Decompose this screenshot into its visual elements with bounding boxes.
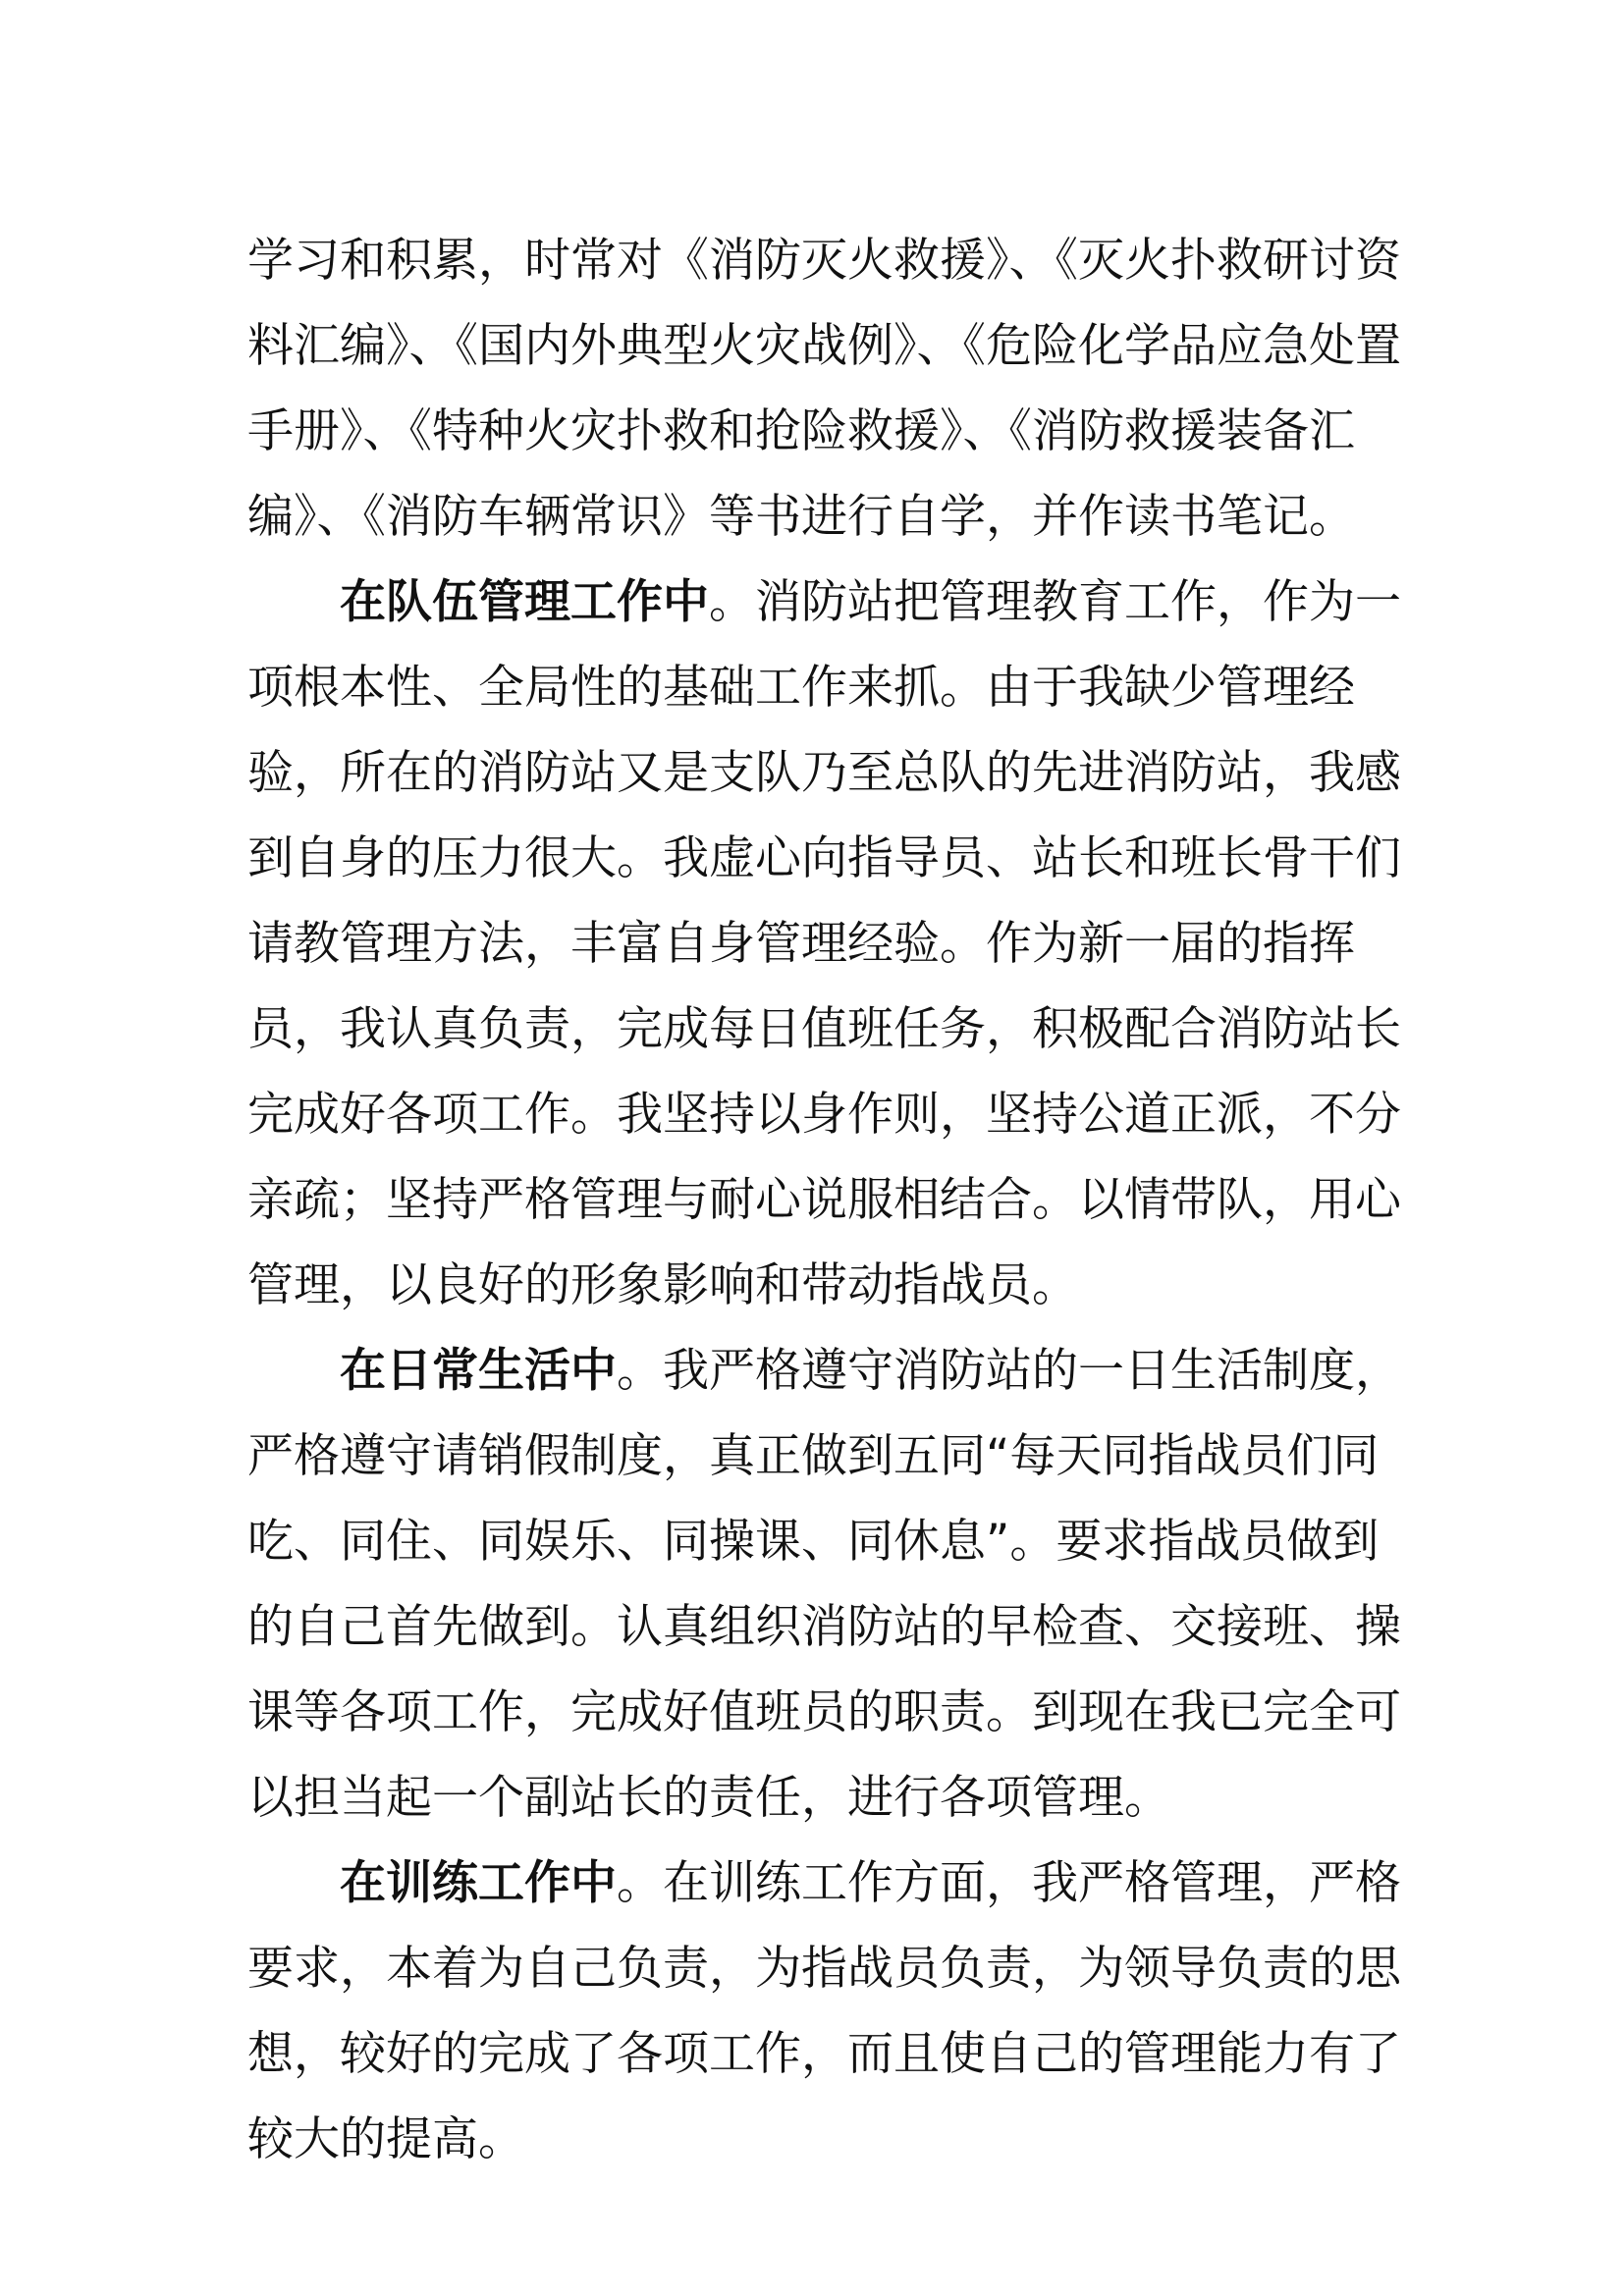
paragraph-training-text: 。在训练工作方面，我严格管理，严格要求，本着为自己负责，为指战员负责，为领导负责的思想，较好的完成了各项工作，而且使自己的管理能力有了较大的提高。 — [247, 1856, 1401, 2166]
paragraph-daily-life — [247, 1328, 1406, 1841]
paragraph-team-management-text: 。消防站把管理教育工作，作为一项根本性、全局性的基础工作来抓。由于我缺少管理经验，所在的消防站又是支队乃至总队的先进消防站，我感到自身的压力很大。我虚心向指导员、站长和班长骨干们请教管理方法，丰富自身管理经验。作为新一届的指挥员，我认真负责，完成每日值班任务，积极配合消防站长完成好各项工作。我坚持以身作则，坚持公道正派，不分亲疏；坚持严格管理与耐心说服相结合。以情带队，用心管理，以良好的形象影响和带动指战员。 — [247, 575, 1401, 1312]
paragraph-training — [247, 1841, 1406, 2182]
paragraph-daily-life-heading: 在日常生活中 — [340, 1344, 617, 1398]
paragraph-study-text: 学习和积累，时常对《消防灭火救援》、《灭火扑救研讨资料汇编》、《国内外典型火灾战例》、《危险化学品应急处置手册》、《特种火灾扑救和抢险救援》、《消防救援装备汇编》、《消防车辆常识》等书进行自学，并作读书笔记。 — [247, 234, 1401, 544]
paragraph-team-management-heading: 在队伍管理工作中 — [340, 575, 709, 629]
paragraph-study — [247, 218, 1406, 560]
document-body — [247, 218, 1406, 2182]
paragraph-daily-life-text: 。我严格遵守消防站的一日生活制度，严格遵守请销假制度，真正做到五同“每天同指战员们同吃、同住、同娱乐、同操课、同休息”。要求指战员做到的自己首先做到。认真组织消防站的早检查、交接班、操课等各项工作，完成好值班员的职责。到现在我已完全可以担当起一个副站长的责任，进行各项管理。 — [247, 1344, 1401, 1825]
paragraph-training-heading: 在训练工作中 — [340, 1856, 617, 1910]
paragraph-team-management — [247, 560, 1406, 1328]
